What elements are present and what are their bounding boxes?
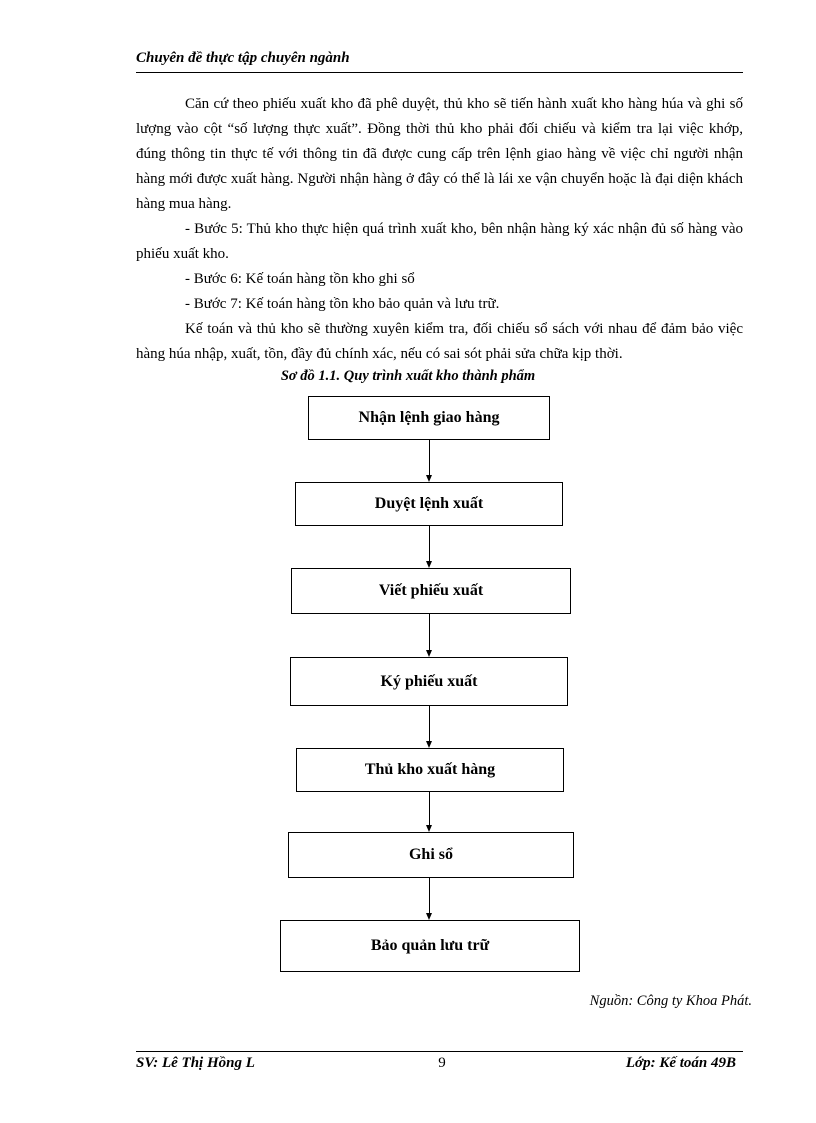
flow-step-sign-slip: Ký phiếu xuất [290,657,568,706]
footer-class: Lớp: Kế toán 49B [625,1055,736,1071]
flow-step-write-slip: Viết phiếu xuất [291,568,571,614]
flow-arrow [429,440,430,475]
flow-arrow-head [426,561,432,568]
flow-step-receive-order: Nhận lệnh giao hàng [308,396,550,440]
flow-arrow [429,706,430,741]
flow-step-warehouse-issue: Thủ kho xuất hàng [296,748,564,792]
flow-step-store-archive: Bảo quản lưu trữ [280,920,580,972]
header-title: Chuyên đề thực tập chuyên ngành [136,50,350,66]
body-text [136,92,743,367]
flow-arrow-head [426,475,432,482]
flow-step-approve-order: Duyệt lệnh xuất [295,482,563,526]
flow-arrow-head [426,650,432,657]
flow-arrow [429,792,430,825]
source-note: Nguồn: Công ty Khoa Phát. [589,993,752,1009]
flow-arrow-head [426,913,432,920]
diagram-caption: Sơ đồ 1.1. Quy trình xuất kho thành phẩm [280,368,536,384]
flow-arrow-head [426,741,432,748]
flow-arrow-head [426,825,432,832]
header-divider [136,72,743,73]
paragraph-step-7: - Bước 7: Kế toán hàng tồn kho bảo quản và lưu trữ. [185,296,500,312]
flow-arrow [429,614,430,650]
footer-page-number: 9 [438,1055,446,1071]
paragraph-step-6: - Bước 6: Kế toán hàng tồn kho ghi sổ [185,271,415,287]
footer-divider [136,1051,743,1052]
flow-step-record-books: Ghi sổ [288,832,574,878]
paragraph-final: Kế toán và thủ kho sẽ thường xuyên kiểm tra, đối chiếu sổ sách với nhau để đảm bảo việc hàng húa nhập, xuất, tồn, đầy đủ chính xác, nếu có sai sót phải sửa chữa kịp thời. [136,321,743,362]
flow-arrow [429,526,430,561]
paragraph-1: Căn cứ theo phiếu xuất kho đã phê duyệt, thủ kho sẽ tiến hành xuất kho hàng húa và ghi số lượng vào cột “số lượng thực xuất”. Đồng thời thủ kho phải đối chiếu và kiểm tra lại việc khớp, đúng thông tin thực tế với thông tin đã được cung cấp trên lệnh giao hàng về việc chỉ người nhận hàng mới được xuất hàng. Người nhận hàng ở đây có thể là lái xe vận chuyển hoặc là đại diện khách hàng mua hàng. [136,96,743,212]
footer-student: SV: Lê Thị Hồng L [136,1055,255,1071]
paragraph-step-5: - Bước 5: Thủ kho thực hiện quá trình xuất kho, bên nhận hàng ký xác nhận đủ số hàng vào phiếu xuất kho. [136,221,743,262]
flow-arrow [429,878,430,913]
